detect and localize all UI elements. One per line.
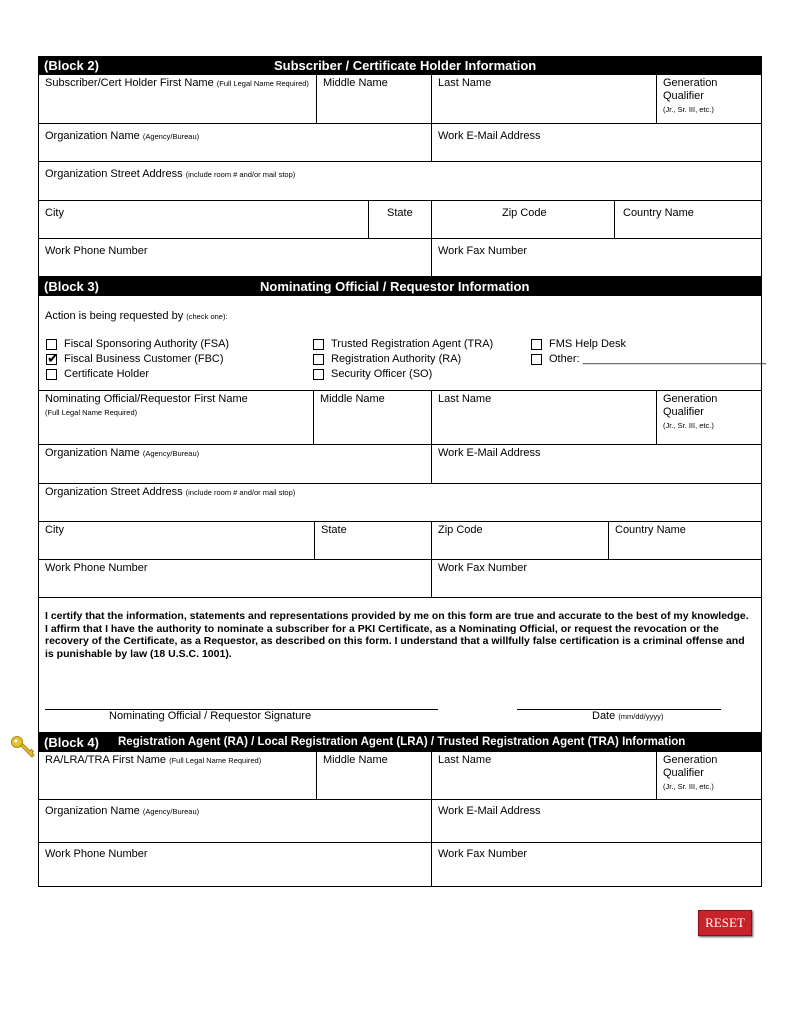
block3-label: (Block 3) bbox=[44, 279, 99, 294]
block4-email-field[interactable]: Work E-Mail Address bbox=[438, 805, 541, 817]
block4-phone-field[interactable]: Work Phone Number bbox=[39, 843, 432, 886]
block3-header bbox=[38, 277, 762, 296]
key-icon[interactable] bbox=[10, 734, 36, 760]
checkbox-tra[interactable]: Trusted Registration Agent (TRA) bbox=[313, 338, 493, 350]
block3-first-name-field[interactable]: Nominating Official/Requestor First Name (Full Legal Name Required) bbox=[39, 391, 314, 444]
block4-middle-name-field[interactable]: Middle Name bbox=[317, 752, 432, 799]
reset-button[interactable]: RESET bbox=[698, 910, 752, 936]
block2-city-field[interactable]: City bbox=[39, 201, 369, 238]
block2-phone-row bbox=[38, 239, 762, 277]
signature-label: Nominating Official / Requestor Signature bbox=[109, 710, 312, 722]
checkmark-icon: ✔ bbox=[47, 349, 59, 366]
block4-first-name-field[interactable]: RA/LRA/TRA First Name (Full Legal Name Required) bbox=[39, 752, 317, 799]
block2-city-row bbox=[38, 201, 762, 239]
block3-email-field[interactable]: Work E-Mail Address bbox=[438, 447, 541, 459]
block4-fax-field[interactable]: Work Fax Number bbox=[438, 848, 528, 860]
block2-country-field[interactable]: Country Name bbox=[623, 207, 694, 219]
block3-gen-qualifier-field[interactable]: Generation Qualifier (Jr., Sr. III, etc.) bbox=[663, 393, 718, 430]
block3-phone-field[interactable]: Work Phone Number bbox=[39, 560, 432, 597]
block3-action-row bbox=[38, 296, 767, 391]
block3-street-row bbox=[38, 484, 762, 522]
checkbox-ra[interactable]: Registration Authority (RA) bbox=[313, 353, 461, 365]
block4-title: Registration Agent (RA) / Local Registration Agent (LRA) / Trusted Registration Agent (TRA) Information bbox=[118, 736, 686, 748]
block2-gen-qualifier-field[interactable]: Generation Qualifier (Jr., Sr. III, etc.) bbox=[663, 77, 718, 114]
block2-first-name-field[interactable]: Subscriber/Cert Holder First Name (Full Legal Name Required) bbox=[39, 75, 317, 123]
block4-name-row bbox=[38, 752, 762, 800]
block3-org-name-field[interactable]: Organization Name (Agency/Bureau) bbox=[39, 445, 432, 483]
block2-street-row bbox=[38, 162, 762, 201]
block2-org-name-field[interactable]: Organization Name (Agency/Bureau) bbox=[39, 124, 432, 161]
block4-gen-qualifier-field[interactable]: Generation Qualifier (Jr., Sr. III, etc.) bbox=[663, 754, 718, 791]
block3-last-name-field[interactable]: Last Name bbox=[432, 391, 657, 444]
checkbox-fms-help-desk[interactable]: FMS Help Desk bbox=[531, 338, 626, 350]
block3-middle-name-field[interactable]: Middle Name bbox=[314, 391, 432, 444]
block3-city-field[interactable]: City bbox=[39, 522, 315, 559]
block2-label: (Block 2) bbox=[44, 58, 99, 73]
block4-label: (Block 4) bbox=[44, 735, 99, 750]
block4-org-name-field[interactable]: Organization Name (Agency/Bureau) bbox=[39, 800, 432, 842]
block3-zip-field[interactable]: Zip Code bbox=[432, 522, 609, 559]
block2-fax-field[interactable]: Work Fax Number bbox=[438, 245, 528, 257]
block3-name-row bbox=[38, 391, 762, 445]
checkbox-certificate-holder[interactable]: Certificate Holder bbox=[46, 368, 149, 380]
block2-name-row bbox=[38, 75, 762, 124]
block3-city-row bbox=[38, 522, 762, 560]
block4-header bbox=[38, 733, 762, 752]
checkbox-so[interactable]: Security Officer (SO) bbox=[313, 368, 432, 380]
action-label: Action is being requested by (check one): bbox=[45, 310, 228, 322]
block3-org-row bbox=[38, 445, 762, 484]
block4-org-row bbox=[38, 800, 762, 843]
block2-state-field[interactable]: State bbox=[369, 201, 432, 238]
block3-fax-field[interactable]: Work Fax Number bbox=[438, 562, 528, 574]
checkbox-other[interactable]: Other: ______________________________ bbox=[531, 353, 766, 365]
checkbox-fsa[interactable]: Fiscal Sponsoring Authority (FSA) bbox=[46, 338, 229, 350]
block3-phone-row bbox=[38, 560, 762, 598]
block2-header bbox=[38, 56, 762, 75]
date-label: Date (mm/dd/yyyy) bbox=[592, 710, 664, 722]
block3-street-field[interactable]: Organization Street Address (include room # and/or mail stop) bbox=[45, 486, 296, 498]
certification-text: I certify that the information, statements and representations provided by me on this form are true and accurate to the best of my knowledge. I affirm that I have the authority to nominate a subscriber for a PKI Certificate, as a Nominating Official, or request the revocation or the recovery of the Certificate, as a Requestor, as described on this form. I understand that a willfully false certification is a criminal offense and is punishable by law (18 U.S.C. 1001). bbox=[45, 610, 749, 660]
block4-last-name-field[interactable]: Last Name bbox=[432, 752, 657, 799]
block4-phone-row bbox=[38, 843, 762, 887]
block2-street-field[interactable]: Organization Street Address (include room # and/or mail stop) bbox=[45, 168, 296, 180]
block2-email-field[interactable]: Work E-Mail Address bbox=[438, 130, 541, 142]
block2-last-name-field[interactable]: Last Name bbox=[432, 75, 657, 123]
block2-zip-field[interactable]: Zip Code bbox=[432, 201, 615, 238]
block3-title: Nominating Official / Requestor Information bbox=[260, 279, 530, 294]
certification-section bbox=[38, 598, 762, 733]
block2-org-row bbox=[38, 124, 762, 162]
checkbox-fbc[interactable]: ✔ Fiscal Business Customer (FBC) bbox=[47, 349, 224, 366]
block3-state-field[interactable]: State bbox=[315, 522, 432, 559]
block2-title: Subscriber / Certificate Holder Information bbox=[274, 58, 537, 73]
block2-phone-field[interactable]: Work Phone Number bbox=[39, 239, 432, 276]
block3-country-field[interactable]: Country Name bbox=[615, 524, 686, 536]
pki-form bbox=[38, 56, 767, 887]
block2-middle-name-field[interactable]: Middle Name bbox=[317, 75, 432, 123]
